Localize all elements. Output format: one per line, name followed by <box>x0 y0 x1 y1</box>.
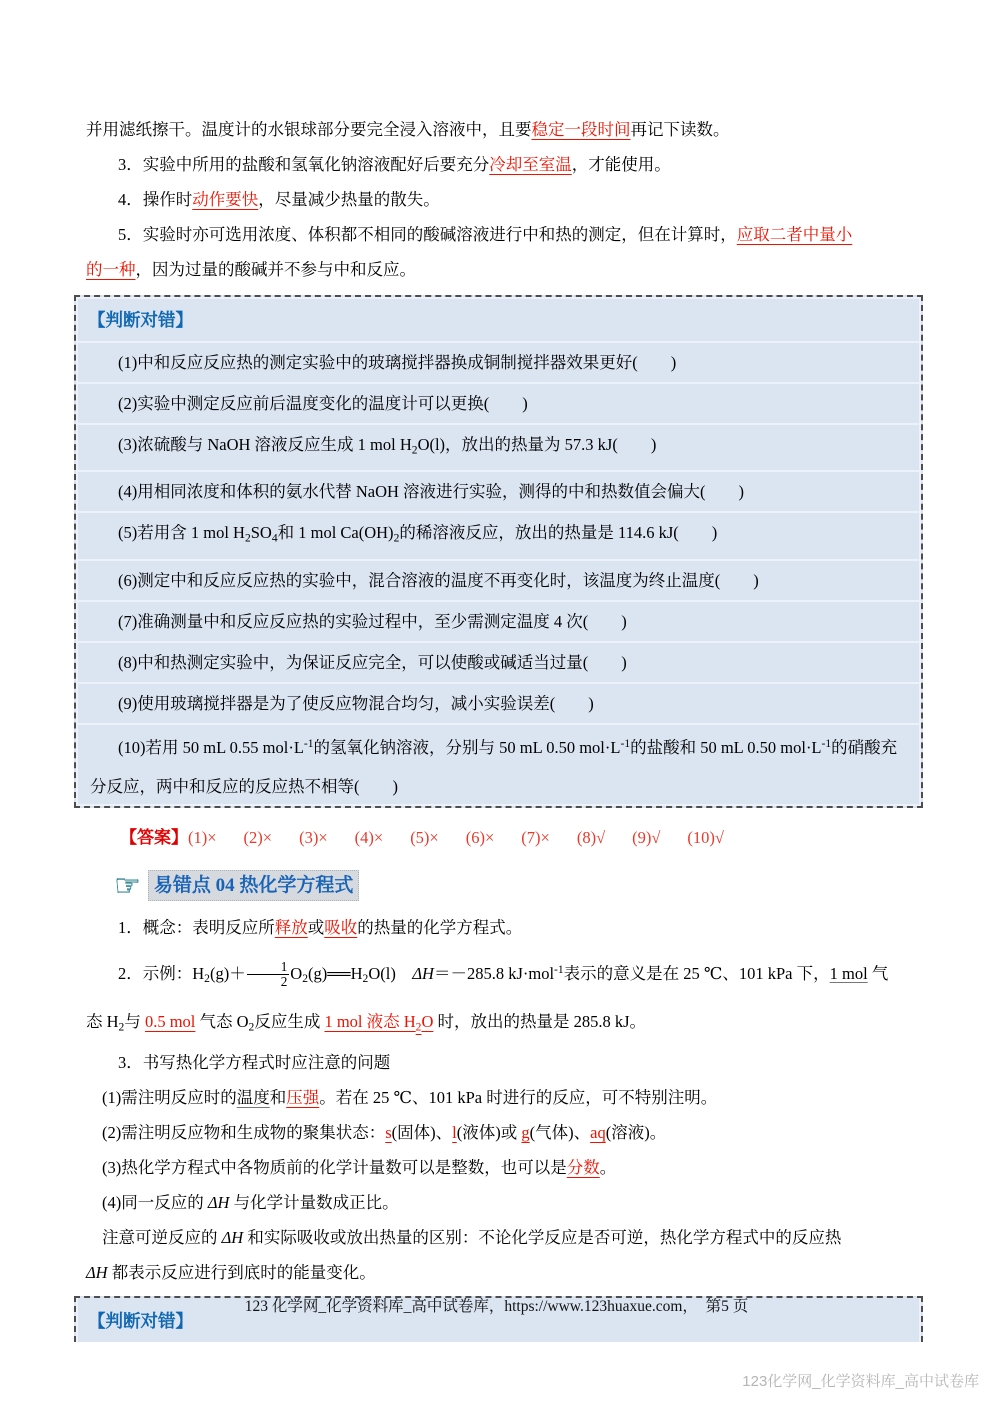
answer-item: (6)× <box>465 827 495 847</box>
judge-box-1 <box>74 295 923 808</box>
judge-item: (2)实验中测定反应前后温度变化的温度计可以更换( ) <box>76 382 921 423</box>
pointing-hand-icon: ☞ <box>114 867 141 903</box>
content-line: (4)同一反应的 ΔH 与化学计量数成正比。 <box>102 1193 399 1213</box>
answer-label: 【答案】 <box>120 827 188 847</box>
content-line: ΔH 都表示反应进行到底时的能量变化。 <box>86 1263 376 1283</box>
content-line: (1)需注明反应时的温度和压强。若在 25 ℃、101 kPa 时进行的反应，可不特别注明。 <box>102 1088 718 1108</box>
answer-item: (10)√ <box>687 827 724 847</box>
judge-item: (5)若用含 1 mol $H_2SO_4$和 1 mol $Ca(OH)_2$的稀溶液反应，放出的热量是 114.6 kJ( ) <box>76 511 921 558</box>
judge-item: (4)用相同浓度和体积的氨水代替 NaOH 溶液进行实验，测得的中和热数值会偏大( ) <box>76 470 921 511</box>
answer-item: (5)× <box>410 827 439 847</box>
judge-item: (10)若用 50 mL 0.55 $mol\cdot L^{-1}$的氢氧化钠溶液，分别与 50 mL 0.50 $mol\cdot L^{-1}$的盐酸和 50 mL 0.50 $mol\cdot L^{-1}$的硝酸充分反应，两中和反应的反应热不相等( ) <box>76 723 921 806</box>
answer-item: (1)× <box>188 827 217 847</box>
intro-line: 4．操作时动作要快，尽量减少热量的散失。 <box>118 190 440 209</box>
content-line: 态 $H_2$与 0.5 mol 气态 $O_2$反应生成 1 mol 液态 $H_2O$ 时，放出的热量是 285.8 kJ。 <box>86 1011 647 1034</box>
intro-line: 的一种，因为过量的酸碱并不参与中和反应。 <box>86 260 416 279</box>
judge-box-title: 【判断对错】 <box>88 310 193 330</box>
content-line: (2)需注明反应物和生成物的聚集状态：s(固体)、l(液体)或 g(气体)、aq(溶液)。 <box>102 1123 667 1143</box>
answer-item: (9)√ <box>632 827 661 847</box>
intro-line: 3．实验中所用的盐酸和氢氧化钠溶液配好后要充分冷却至室温，才能使用。 <box>118 155 671 174</box>
answer-item: (4)× <box>354 827 384 847</box>
content-line: 2．示例：$H_2(g)+$ $\frac{1}{2}$ $O_2(g)══H_2O(l)$ ΔH＝－285.8 kJ·mol$^{-1}$表示的意义是在 25 ℃、101 kPa 下，1 mol 气 <box>118 958 889 989</box>
answer-item: (2)× <box>243 827 273 847</box>
content-line: 1．概念：表明反应所释放或吸收的热量的化学方程式。 <box>118 917 523 937</box>
content-line: 注意可逆反应的 ΔH 和实际吸收或放出热量的区别：不论化学反应是否可逆，热化学方程式中的反应热 <box>102 1228 842 1248</box>
judge-item: (6)测定中和反应反应热的实验中，混合溶液的温度不再变化时，该温度为终止温度( ) <box>76 559 921 600</box>
content-line: (3)热化学方程式中各物质前的化学计量数可以是整数，也可以是分数。 <box>102 1158 617 1178</box>
section-title: 易错点 04 热化学方程式 <box>148 870 360 901</box>
answer-item: (7)× <box>521 827 550 847</box>
intro-line: 并用滤纸擦干。温度计的水银球部分要完全浸入溶液中，且要稳定一段时间再记下读数。 <box>86 120 730 139</box>
intro-line: 5．实验时亦可选用浓度、体积都不相同的酸碱溶液进行中和热的测定，但在计算时，应取二者中量小 <box>118 225 853 244</box>
judge-item: (8)中和热测定实验中，为保证反应完全，可以使酸或碱适当过量( ) <box>76 641 921 682</box>
watermark: 123化学网_化学资料库_高中试卷库 <box>742 1373 979 1390</box>
answer-item: (3)× <box>299 827 328 847</box>
judge-box-2-title: 【判断对错】 <box>88 1311 193 1332</box>
content <box>86 112 911 1342</box>
judge-item: (9)使用玻璃搅拌器是为了使反应物混合均匀，减小实验误差( ) <box>76 682 921 723</box>
page-footer: 123 化学网_化学资料库_高中试卷库，https://www.123huaxue.com， 第5 页 <box>244 1298 749 1315</box>
content-line: 3．书写热化学方程式时应注意的问题 <box>118 1053 391 1073</box>
judge-item: (3)浓硫酸与 NaOH 溶液反应生成 1 mol $H_2O(l)$，放出的热量为 57.3 kJ( ) <box>76 423 921 470</box>
answer-row <box>120 820 911 856</box>
answer-item: (8)√ <box>576 827 606 847</box>
judge-item: (1)中和反应反应热的测定实验中的玻璃搅拌器换成铜制搅拌器效果更好( ) <box>76 341 921 382</box>
judge-item: (7)准确测量中和反应反应热的实验过程中，至少需测定温度 4 次( ) <box>76 600 921 641</box>
section-header <box>114 868 911 904</box>
